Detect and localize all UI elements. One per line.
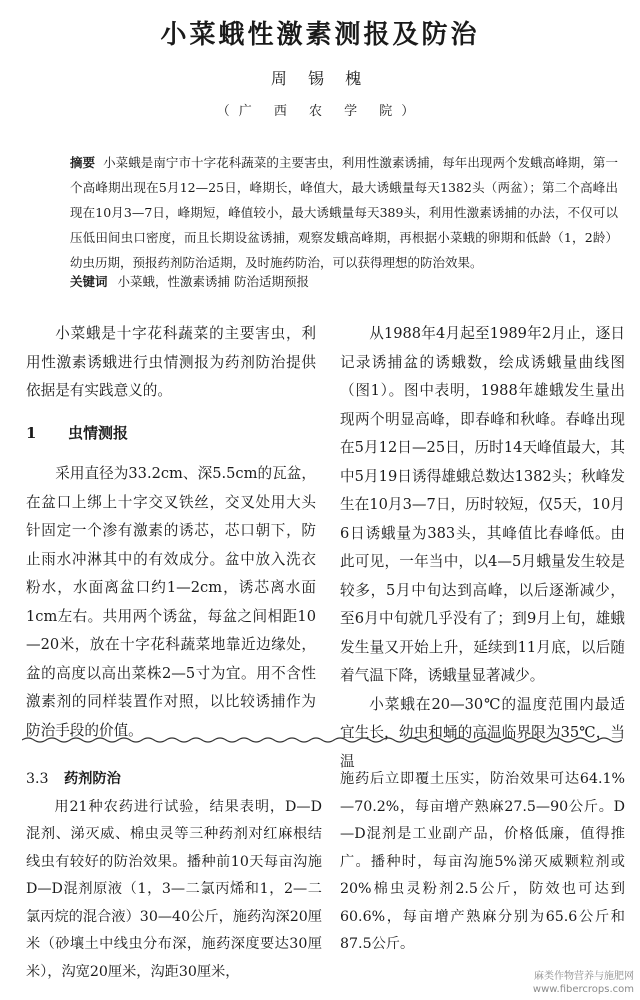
bottom-right-column — [340, 766, 625, 959]
abstract-label: 摘要 — [70, 155, 96, 170]
page-divider — [22, 733, 622, 747]
section-paragraph: 采用直径为33.2cm、深5.5cm的瓦盆，在盆口上绑上十字交叉铁丝，交叉处用大头针固定一个渗有激素的诱芯，芯口朝下，防止雨水冲淋其中的有效成分。盆中放入洗衣粉水，水面离盆口约1—2cm，诱芯离水面1cm左右。共用两个诱盆，每盆之间相距10—20米，放在十字花科蔬菜地靠近边缘处，盆的高度以高出菜株2—5寸为宜。用不含性激素剂的同样装置作对照，以比较诱捕作为防治手段的价值。 — [26, 465, 316, 739]
right-column — [340, 320, 625, 776]
keywords-text: 小菜蛾，性激素诱捕 防治适期预报 — [117, 274, 309, 289]
watermark-line-2: www.fibercrops.com — [532, 984, 634, 995]
section-title: 虫情测报 — [68, 423, 129, 442]
paper-author: 周 锡 槐 — [270, 69, 370, 88]
keywords-label: 关键词 — [70, 274, 108, 289]
watermark — [533, 970, 634, 996]
section-3-3-number: 3.3 — [26, 771, 49, 787]
abstract-text: 小菜蛾是南宁市十字花科蔬菜的主要害虫，利用性激素诱捕，每年出现两个发蛾高峰期，第一个高峰期出现在5月12—25日，峰期长，峰值大，最大诱蛾量每天1382头（两盆）；第二个高峰出现在10月3—7日，峰期短，峰值较小，最大诱蛾量每天389头，利用性激素诱捕的办法，不仅可以压低田间虫口密度，而且长期设盆诱捕，观察发蛾高峰期，再根据小菜蛾的卵期和低龄（1，2龄）幼虫历期，预报药剂防治适期，及时施药防治，可以获得理想的防治效果。 — [70, 155, 618, 270]
pesticide-paragraph: 用21种农药进行试验，结果表明，D—D混剂、涕灭威、棉虫灵等三种药剂对红麻根结线虫有较好的防治效果。播种前10天每亩沟施D—D混剂原液（1，3—二氯丙烯和1，2—二氯丙烷的混合液）30—40公斤，施药沟深20厘米（砂壤土中线虫分布深，施药深度要达30厘米），沟宽20厘米，沟距30厘米， — [26, 798, 322, 980]
intro-paragraph: 小菜蛾是十字花科蔬菜的主要害虫，利用性激素诱蛾进行虫情测报为药剂防治提供依据是有实践意义的。 — [26, 325, 316, 399]
section-number: 1 — [26, 423, 37, 442]
effect-paragraph: 施药后立即覆土压实，防治效果可达64.1%—70.2%，每亩增产熟麻27.5—90公斤。D—D混剂是工业副产品，价格低廉，值得推广。播种时，每亩沟施5%涕灭威颗粒剂或20%棉虫灵粉剂2.5公斤，防效也可达到60.6%，每亩增产熟麻分别为65.6公斤和87.5公斤。 — [340, 771, 625, 952]
abstract — [70, 150, 618, 275]
section-3-3-heading — [26, 766, 322, 794]
temperature-paragraph: 小菜蛾在20—30℃的温度范围内最适宜生长，幼虫和蛹的高温临界限为35℃，当温 — [340, 695, 625, 770]
keywords — [70, 272, 618, 290]
paper-title: 小菜蛾性激素测报及防治 — [160, 20, 480, 50]
section-heading — [26, 419, 316, 448]
section-3-3-title: 药剂防治 — [64, 771, 121, 787]
results-paragraph: 从1988年4月起至1989年2月止，逐日记录诱捕盆的诱蛾数，绘成诱蛾量曲线图（图1）。图中表明，1988年雄蛾发生量出现两个明显高峰，即春峰和秋峰。春峰出现在5月12日—25日，历时14天峰值最大，其中5月19日诱得雄蛾总数达1382头；秋峰发生在10月3—7日，历时较短，仅5天，10月6日诱蛾量为383头，其峰值比春峰低。由此可见，一年当中，以4—5月蛾量发生较是较多，5月中旬达到高峰，以后逐渐减少，至6月中旬就几乎没有了；到9月上旬，雄蛾发生量又开始上升，延续到11月底，以后随着气温下降，诱蛾量显著减少。 — [340, 325, 625, 684]
bottom-left-column — [26, 766, 322, 986]
paper-affiliation: （广 西 农 学 院） — [216, 104, 424, 119]
watermark-line-1: 麻类作物营养与施肥网 — [534, 971, 634, 982]
left-column — [26, 320, 316, 745]
